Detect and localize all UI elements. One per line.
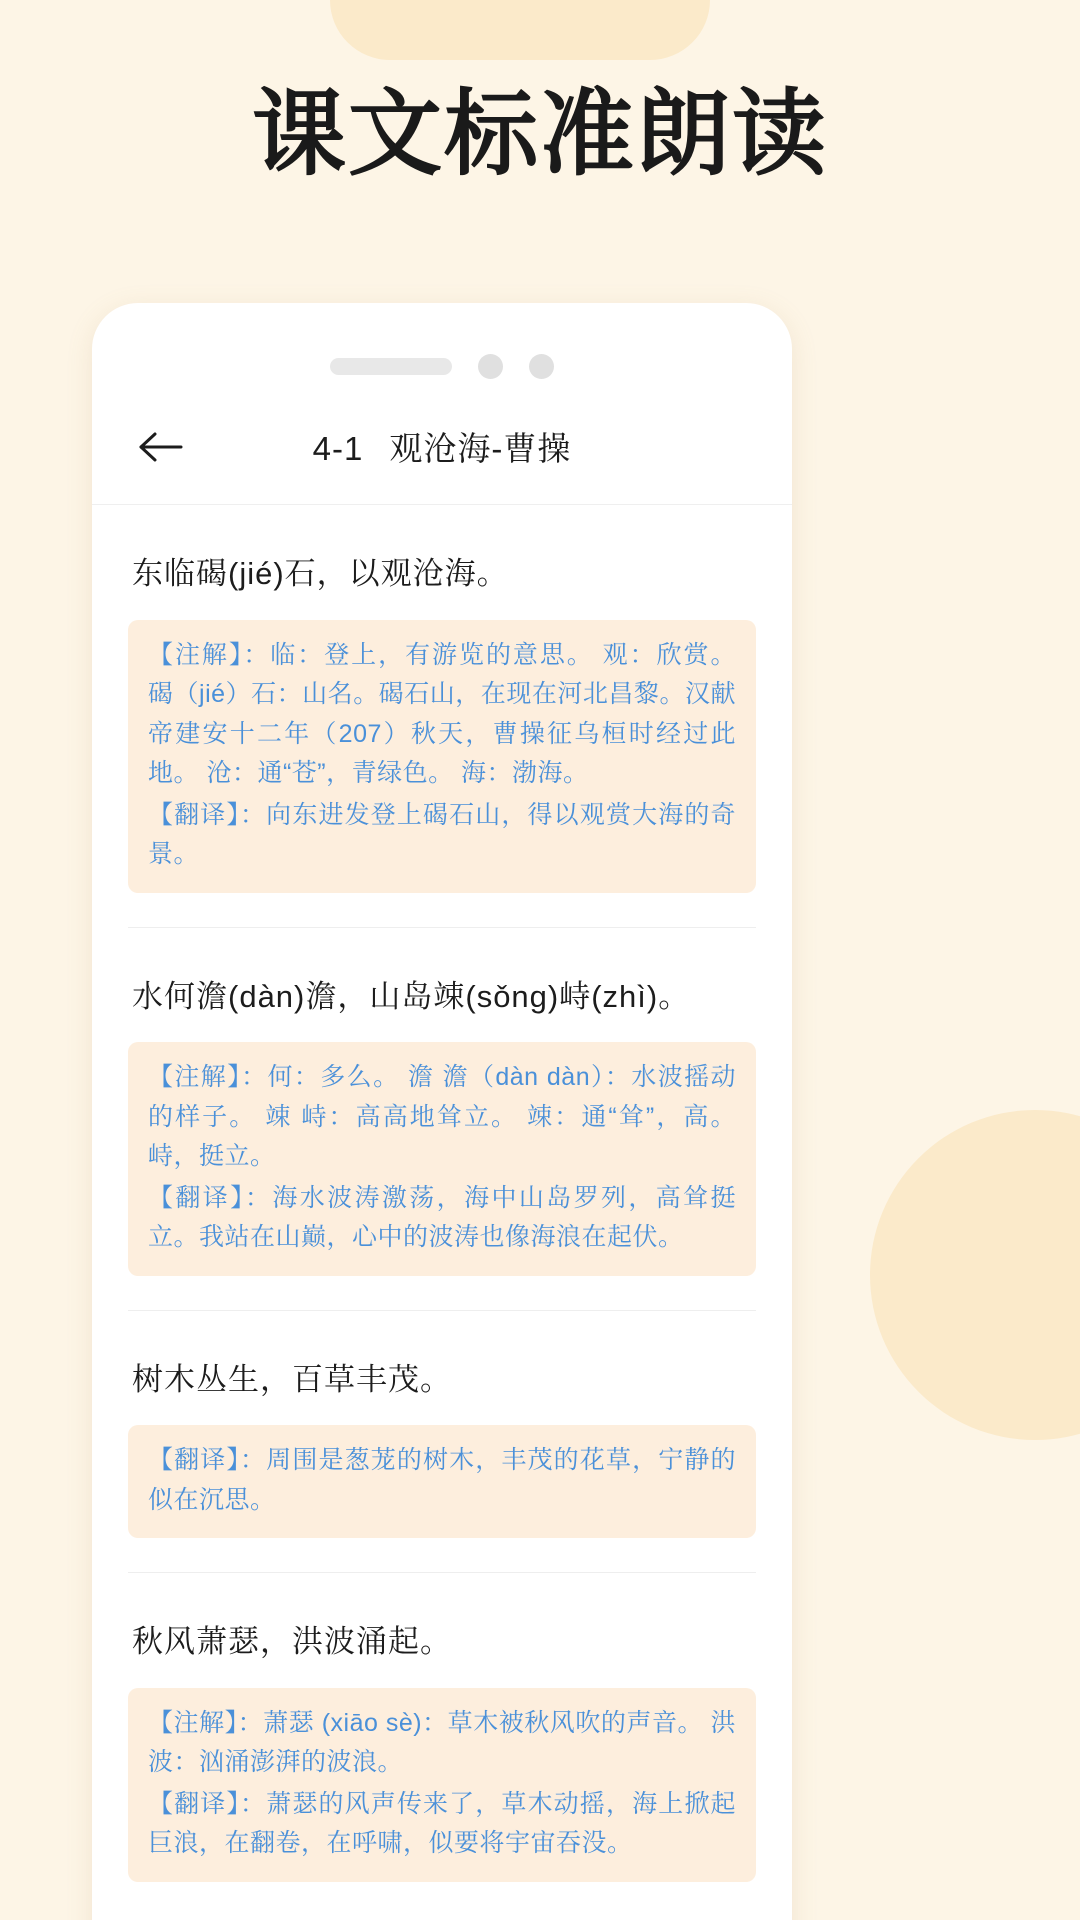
sensor-dot-icon [529,354,554,379]
translation-text: 【翻译】：周围是葱茏的树木，丰茂的花草，宁静的似在沉思。 [148,1446,736,1514]
decorative-blob-top [330,0,710,60]
page-title: 课文标准朗读 [251,81,828,186]
verse-line: 水何澹(dàn)澹，山岛竦(sǒng)峙(zhì)。 [132,978,691,1014]
phone-notch [92,303,792,389]
phone-mockup [92,303,792,1920]
annotation-text: 【注解】：临：登上，有游览的意思。 观：欣赏。 碣（jié）石：山名。碣石山，在现在河北昌黎。汉献帝建安十二年（207）秋天，曹操征乌桓时经过此地。 沧：通“苍”，青绿色。 海：渤海。 [148,640,736,787]
speaker-bar-icon [330,358,452,375]
annotation-text: 【注解】：何：多么。 澹 澹（dàn dàn）：水波摇动的样子。 竦 峙：高高地耸立。 竦：通“耸”，高。峙，挺立。 [148,1063,736,1170]
verse-block [128,1573,756,1916]
verse-block [128,928,756,1311]
verse-block [128,1311,756,1574]
lesson-number: 4-1 [312,430,364,467]
verse-line: 东临碣(jié)石，以观沧海。 [132,556,509,591]
verse-line: 秋风萧瑟，洪波涌起。 [132,1624,452,1659]
note-card [128,1425,756,1538]
camera-dot-icon [478,354,503,379]
arrow-left-icon [137,430,183,464]
navigation-bar [92,389,792,505]
back-button[interactable] [134,421,186,473]
annotation-text: 【注解】：萧瑟 (xiāo sè)：草木被秋风吹的声音。 洪波：汹涌澎湃的波浪。 [148,1708,736,1776]
nav-title [92,423,792,470]
note-card [128,620,756,893]
translation-text: 【翻译】：海水波涛激荡，海中山岛罗列，高耸挺立。我站在山巅，心中的波涛也像海浪在起伏。 [148,1183,736,1251]
translation-text: 【翻译】：萧瑟的风声传来了，草木动摇，海上掀起巨浪，在翻卷，在呼啸，似要将宇宙吞没。 [148,1789,736,1857]
lesson-title: 观沧海-曹操 [389,430,572,467]
verse-line: 树木丛生，百草丰茂。 [132,1361,452,1397]
note-card [128,1042,756,1276]
decorative-blob-right [870,1110,1080,1440]
translation-text: 【翻译】：向东进发登上碣石山，得以观赏大海的奇景。 [148,800,736,868]
verse-block [128,505,756,928]
lesson-content[interactable] [92,505,792,1916]
note-card [128,1688,756,1882]
